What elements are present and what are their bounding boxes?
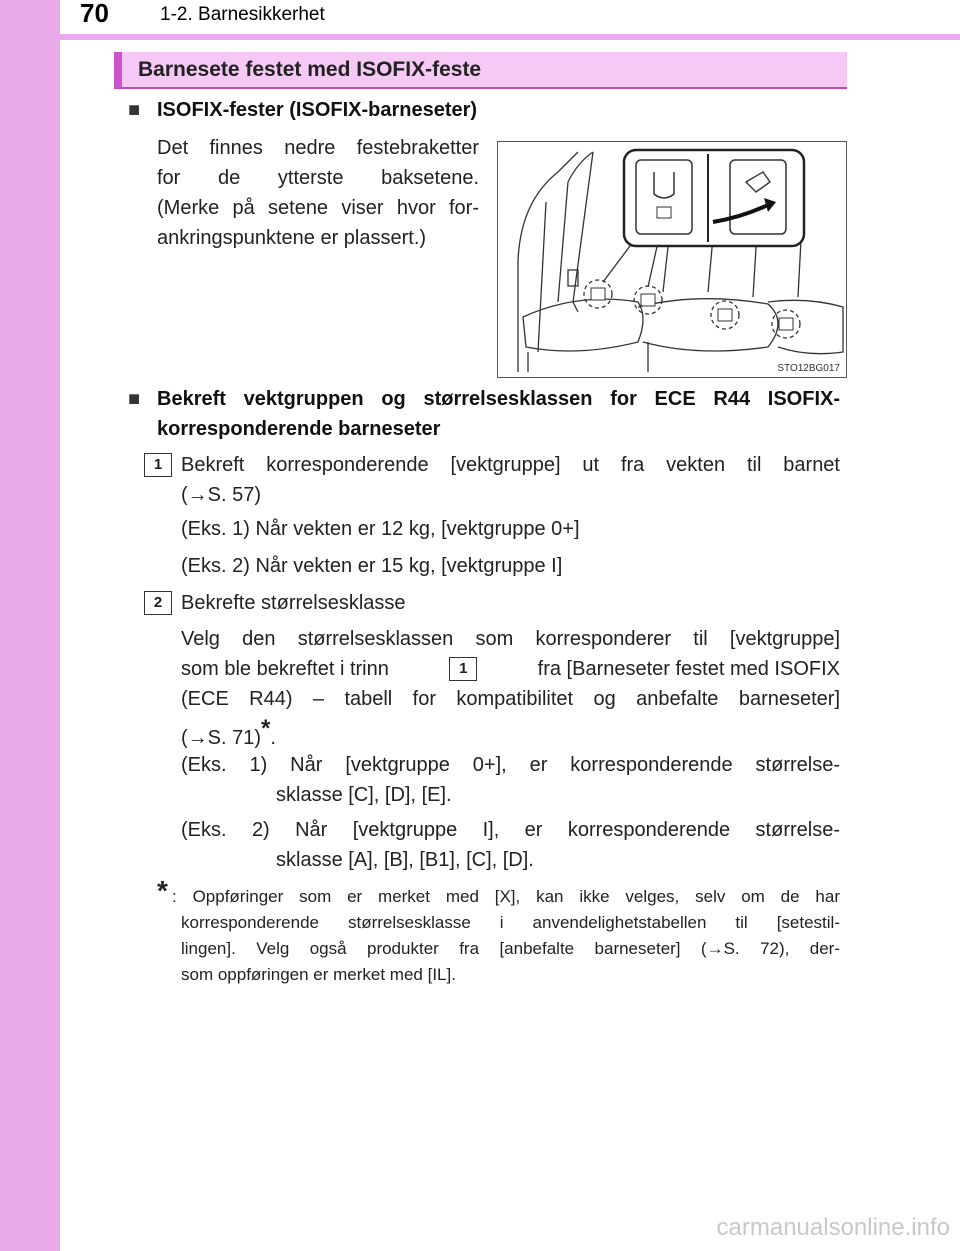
step2-example2a: (Eks. 2) Når [vektgruppe I], er korresponderende størrelse- [181,819,840,841]
chapter-title: 1-2. Barnesikkerhet [160,4,325,25]
step1-line1: Bekreft korresponderende [vektgruppe] ut fra vekten til barnet [181,454,840,476]
page-number: 70 [80,0,109,28]
isofix-description [157,133,479,253]
footnote-line2: korresponderende størrelsesklasse i anvendelighetstabellen til [setestil- [181,913,840,932]
desc-line: for de ytterste baksetene. [157,167,479,189]
step2-example1a: (Eks. 1) Når [vektgruppe 0+], er korresponderende størrelse- [181,754,840,776]
step2-example2b: sklasse [A], [B], [B1], [C], [D]. [276,849,534,871]
step2-line3-post: fra [Barneseter festet med ISOFIX [537,658,840,680]
step2-example1b: sklasse [C], [D], [E]. [276,784,452,806]
square-bullet-icon: ■ [128,99,141,121]
step2-line1: Bekrefte størrelsesklasse [181,592,406,614]
ece-heading-line1: Bekreft vektgruppen og størrelsesklassen for ECE R44 ISOFIX- [157,388,840,410]
isofix-anchor-illustration [497,141,847,378]
left-color-strip [0,0,60,1251]
step1-example1: (Eks. 1) Når vekten er 12 kg, [vektgruppe 0+] [181,518,580,540]
desc-line: (Merke på setene viser hvor for- [157,197,479,219]
inline-step-badge: 1 [449,657,477,681]
step1-page-ref: (→S. 57) [181,484,262,506]
figure-code: STO12BG017 [777,363,840,374]
rear-seat-illustration [498,142,846,377]
footnote-asterisk: * [157,875,168,906]
step2-line2: Velg den størrelsesklassen som korresponderer til [vektgruppe] [181,628,840,650]
section-heading-box [114,52,847,89]
step2-line4: (ECE R44) – tabell for kompatibilitet og anbefalte barneseter] [181,688,840,710]
section-title: Barnesete festet med ISOFIX-feste [138,58,482,81]
footnote-line4: som oppføringen er merket med [IL]. [181,965,456,984]
ece-heading-line2: korresponderende barneseter [157,418,441,440]
step-badge: 2 [144,591,172,615]
period: . [270,727,276,749]
step2-line5 [181,714,276,753]
step-badge: 1 [144,453,172,477]
desc-line: ankringspunktene er plassert.) [157,227,427,249]
desc-line: Det finnes nedre festebraketter [157,137,479,159]
header-rule [60,34,960,40]
footnote-line3: lingen]. Velg også produkter fra [anbefalte barneseter] (→S. 72), der- [181,939,840,958]
footnote-line1: : Oppføringer som er merket med [X], kan ikke velges, selv om de har [172,887,840,906]
step2-line3 [181,654,840,684]
asterisk-mark: * [261,715,271,742]
isofix-heading: ISOFIX-fester (ISOFIX-barneseter) [157,99,478,121]
step1-example2: (Eks. 2) Når vekten er 15 kg, [vektgruppe I] [181,555,563,577]
step2-line3-pre: som ble bekreftet i trinn [181,658,389,680]
step2-page-ref: (→S. 71) [181,727,262,749]
square-bullet-icon: ■ [128,388,141,410]
watermark-text: carmanualsonline.info [716,1214,950,1241]
